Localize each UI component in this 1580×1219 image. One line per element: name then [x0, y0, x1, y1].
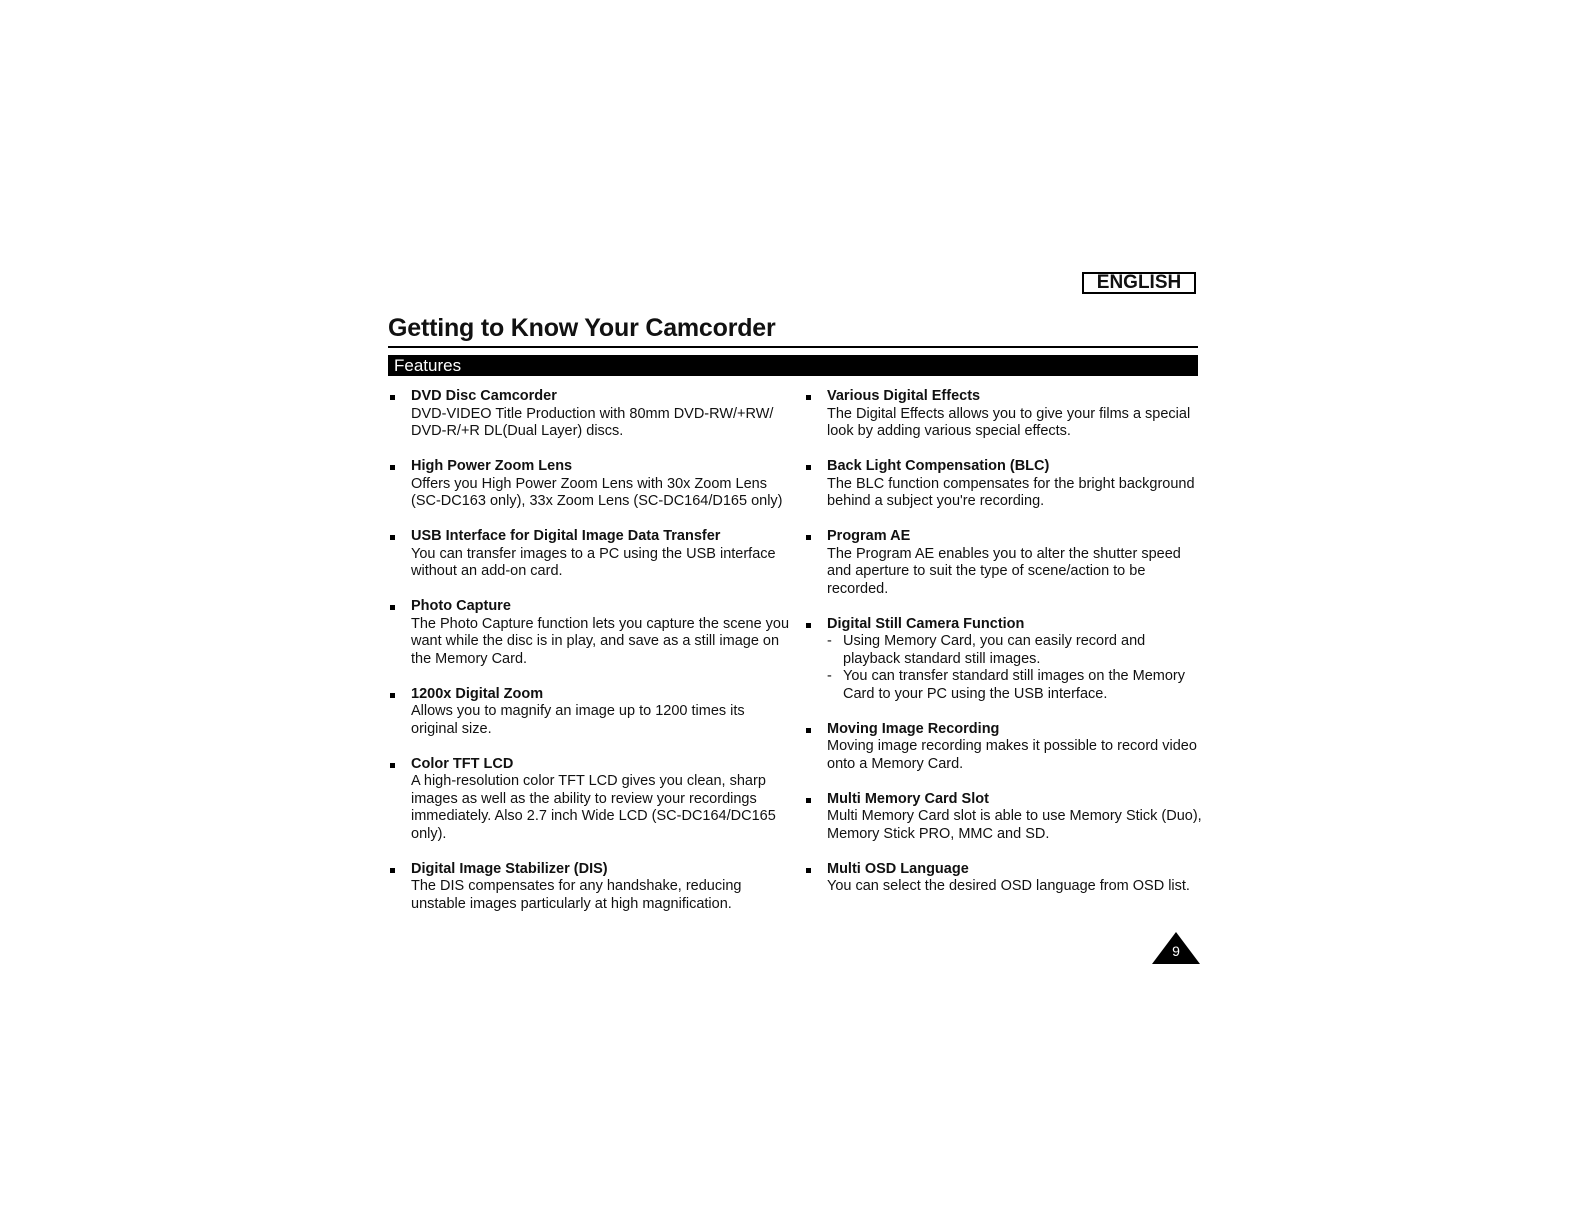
feature-description: Offers you High Power Zoom Lens with 30x Zoom Lens (SC-DC163 only), 33x Zoom Lens (SC-DC164/D165 only)	[411, 475, 783, 509]
feature-item	[804, 458, 1204, 511]
feature-item	[388, 598, 793, 668]
feature-description: DVD-VIDEO Title Production with 80mm DVD-RW/+RW/ DVD-R/+R DL(Dual Layer) discs.	[411, 405, 774, 439]
feature-item	[804, 616, 1204, 704]
feature-item	[388, 388, 793, 441]
section-title: Features	[394, 356, 462, 375]
subpoint-text: Using Memory Card, you can easily record and playback standard still images.	[843, 633, 1146, 667]
feature-description: You can select the desired OSD language from OSD list.	[827, 878, 1190, 894]
dash-marker: -	[827, 668, 832, 684]
feature-description: The DIS compensates for any handshake, reducing unstable images particularly at high magnification.	[411, 878, 742, 912]
feature-description: A high-resolution color TFT LCD gives you clean, sharp images as well as the ability to review your recordings immediately. Also 2.7 inch Wide LCD (SC-DC164/DC165 only).	[411, 773, 776, 842]
feature-item	[804, 388, 1204, 441]
feature-item	[388, 458, 793, 511]
feature-item	[804, 721, 1204, 774]
feature-title: Back Light Compensation (BLC)	[827, 458, 1050, 474]
feature-item	[804, 861, 1204, 896]
feature-item	[804, 528, 1204, 598]
feature-title: Digital Still Camera Function	[827, 615, 1025, 632]
feature-title: Multi OSD Language	[827, 860, 969, 877]
dash-marker: -	[827, 633, 832, 649]
feature-description: Allows you to magnify an image up to 1200 times its original size.	[411, 703, 745, 737]
feature-description: Multi Memory Card slot is able to use Memory Stick (Duo), Memory Stick PRO, MMC and SD.	[827, 808, 1202, 842]
feature-title: USB Interface for Digital Image Data Transfer	[411, 528, 721, 544]
feature-item	[804, 791, 1204, 844]
left-column	[388, 388, 793, 931]
feature-item	[388, 756, 793, 844]
page-title: Getting to Know Your Camcorder	[388, 314, 776, 342]
feature-description: The BLC function compensates for the bright background behind a subject you're recording.	[827, 475, 1195, 509]
feature-title: Digital Image Stabilizer (DIS)	[411, 860, 608, 877]
page-number: 9	[1172, 943, 1180, 959]
feature-title: Various Digital Effects	[827, 388, 981, 404]
feature-title: 1200x Digital Zoom	[411, 685, 544, 702]
feature-subpoint	[827, 633, 1204, 668]
feature-title: Color TFT LCD	[411, 755, 514, 772]
feature-title: Photo Capture	[411, 598, 511, 614]
feature-description: Moving image recording makes it possible to record video onto a Memory Card.	[827, 738, 1197, 772]
feature-description: The Photo Capture function lets you capture the scene you want while the disc is in play, and save as a still image on the Memory Card.	[411, 615, 790, 667]
feature-title: Moving Image Recording	[827, 720, 1000, 737]
language-badge: ENGLISH	[1082, 272, 1196, 294]
feature-subpoint	[827, 668, 1204, 703]
feature-title: High Power Zoom Lens	[411, 458, 573, 474]
feature-item	[388, 528, 793, 581]
feature-title: Program AE	[827, 528, 911, 544]
feature-description: The Digital Effects allows you to give your films a special look by adding various special effects.	[827, 405, 1191, 439]
feature-description: You can transfer images to a PC using the USB interface without an add-on card.	[411, 545, 776, 579]
feature-title: DVD Disc Camcorder	[411, 388, 557, 404]
section-bar	[388, 355, 1198, 376]
subpoint-text: You can transfer standard still images on the Memory Card to your PC using the USB interface.	[843, 668, 1185, 702]
right-column	[804, 388, 1204, 913]
feature-description: The Program AE enables you to alter the shutter speed and aperture to suit the type of scene/action to be recorded.	[827, 545, 1181, 597]
feature-item	[388, 861, 793, 914]
title-rule	[388, 346, 1198, 348]
feature-item	[388, 686, 793, 739]
feature-title: Multi Memory Card Slot	[827, 790, 989, 807]
page-number-marker	[1152, 932, 1200, 964]
